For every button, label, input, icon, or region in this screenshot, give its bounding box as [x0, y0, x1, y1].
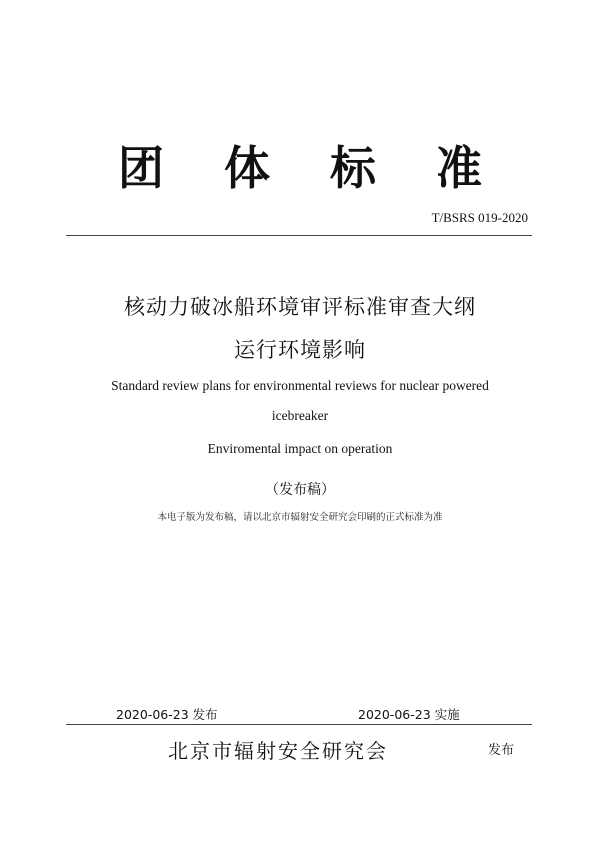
english-title-line-2: icebreaker	[271, 408, 329, 423]
top-divider	[66, 235, 532, 236]
category-title-char-1: 团	[118, 141, 164, 195]
issuer-action-label: 发布	[488, 743, 515, 758]
standard-number: T/BSRS 019-2020	[431, 210, 528, 225]
issuing-organization: 北京市辐射安全研究会	[168, 739, 388, 763]
category-title-char-3: 标	[330, 141, 376, 195]
implement-date: 2020-06-23 实施	[358, 707, 460, 722]
category-title-char-4: 准	[436, 141, 482, 195]
document-category-title	[0, 138, 600, 198]
bottom-divider	[66, 724, 532, 725]
edition-note: 本电子版为发布稿，请以北京市辐射安全研究会印刷的正式标准为准	[157, 512, 443, 523]
english-subtitle: Enviromental impact on operation	[207, 441, 393, 456]
publish-date: 2020-06-23 发布	[116, 707, 218, 722]
chinese-title-line-2: 运行环境影响	[234, 338, 366, 362]
chinese-title-line-1: 核动力破冰船环境审评标准审查大纲	[124, 295, 476, 319]
english-title-line-1: Standard review plans for environmental reviews for nuclear powered	[111, 378, 489, 393]
category-title-char-2: 体	[224, 141, 270, 195]
draft-status-label: （发布稿）	[265, 482, 335, 498]
